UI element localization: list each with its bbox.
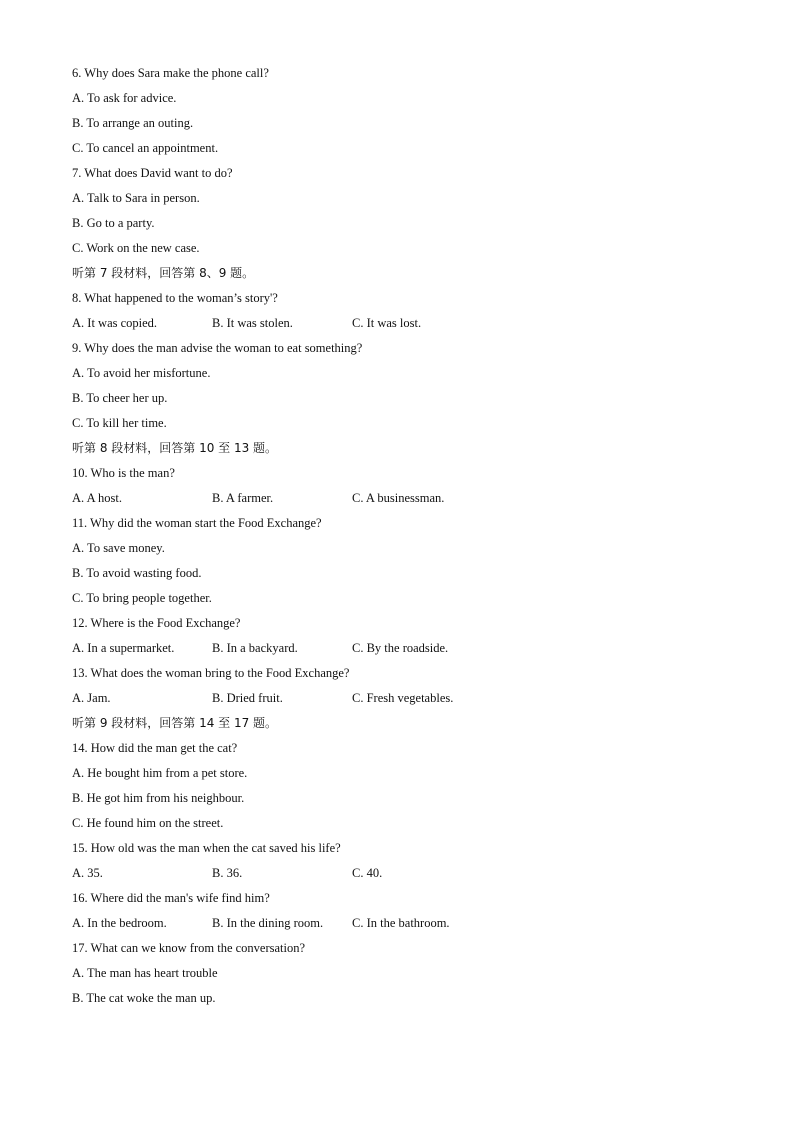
answer-option: B. A farmer. (212, 491, 274, 505)
answer-option: A. Talk to Sara in person. (72, 191, 200, 205)
answer-option: C. 40. (352, 866, 383, 880)
answer-option: A. He bought him from a pet store. (72, 766, 248, 780)
question-text: 12. Where is the Food Exchange? (72, 616, 241, 630)
answer-option: C. Work on the new case. (72, 241, 200, 255)
question-text: 8. What happened to the woman’s story'? (72, 291, 278, 305)
question-text: 16. Where did the man's wife find him? (72, 891, 270, 905)
option-row (72, 911, 752, 936)
answer-option: B. It was stolen. (212, 316, 293, 330)
answer-option: C. A businessman. (352, 491, 445, 505)
section-instruction: 听第 9 段材料，回答第 14 至 17 题。 (72, 716, 278, 730)
answer-option: A. A host. (72, 491, 123, 505)
question-text: 10. Who is the man? (72, 466, 175, 480)
answer-option: B. 36. (212, 866, 243, 880)
answer-option: A. 35. (72, 866, 103, 880)
answer-option: C. By the roadside. (352, 641, 449, 655)
answer-option: B. To cheer her up. (72, 391, 168, 405)
question-text: 14. How did the man get the cat? (72, 741, 238, 755)
question-text: 11. Why did the woman start the Food Exchange? (72, 516, 322, 530)
answer-option: C. In the bathroom. (352, 916, 450, 930)
section-instruction: 听第 7 段材料，回答第 8、9 题。 (72, 266, 255, 280)
answer-option: A. In the bedroom. (72, 916, 167, 930)
answer-option: A. To ask for advice. (72, 91, 177, 105)
answer-option: B. In a backyard. (212, 641, 298, 655)
answer-option: B. The cat woke the man up. (72, 991, 216, 1005)
answer-option: A. To save money. (72, 541, 165, 555)
question-text: 6. Why does Sara make the phone call? (72, 66, 269, 80)
option-row (72, 686, 752, 711)
answer-option: C. He found him on the street. (72, 816, 224, 830)
question-text: 17. What can we know from the conversation? (72, 941, 306, 955)
answer-option: C. To kill her time. (72, 416, 167, 430)
document-page (72, 61, 752, 1011)
answer-option: C. Fresh vegetables. (352, 691, 454, 705)
answer-option: C. To cancel an appointment. (72, 141, 219, 155)
answer-option: C. To bring people together. (72, 591, 212, 605)
answer-option: A. It was copied. (72, 316, 158, 330)
question-text: 15. How old was the man when the cat saved his life? (72, 841, 341, 855)
answer-option: B. To avoid wasting food. (72, 566, 202, 580)
answer-option: C. It was lost. (352, 316, 422, 330)
answer-option: B. He got him from his neighbour. (72, 791, 245, 805)
option-row (72, 636, 752, 661)
answer-option: A. To avoid her misfortune. (72, 366, 211, 380)
answer-option: A. The man has heart trouble (72, 966, 218, 980)
question-text: 13. What does the woman bring to the Food Exchange? (72, 666, 350, 680)
answer-option: A. In a supermarket. (72, 641, 175, 655)
section-instruction: 听第 8 段材料，回答第 10 至 13 题。 (72, 441, 278, 455)
answer-option: A. Jam. (72, 691, 111, 705)
option-row (72, 861, 752, 886)
answer-option: B. Dried fruit. (212, 691, 283, 705)
answer-option: B. To arrange an outing. (72, 116, 194, 130)
option-row (72, 486, 752, 511)
option-row (72, 311, 752, 336)
answer-option: B. In the dining room. (212, 916, 324, 930)
question-text: 7. What does David want to do? (72, 166, 233, 180)
answer-option: B. Go to a party. (72, 216, 155, 230)
question-text: 9. Why does the man advise the woman to eat something? (72, 341, 363, 355)
